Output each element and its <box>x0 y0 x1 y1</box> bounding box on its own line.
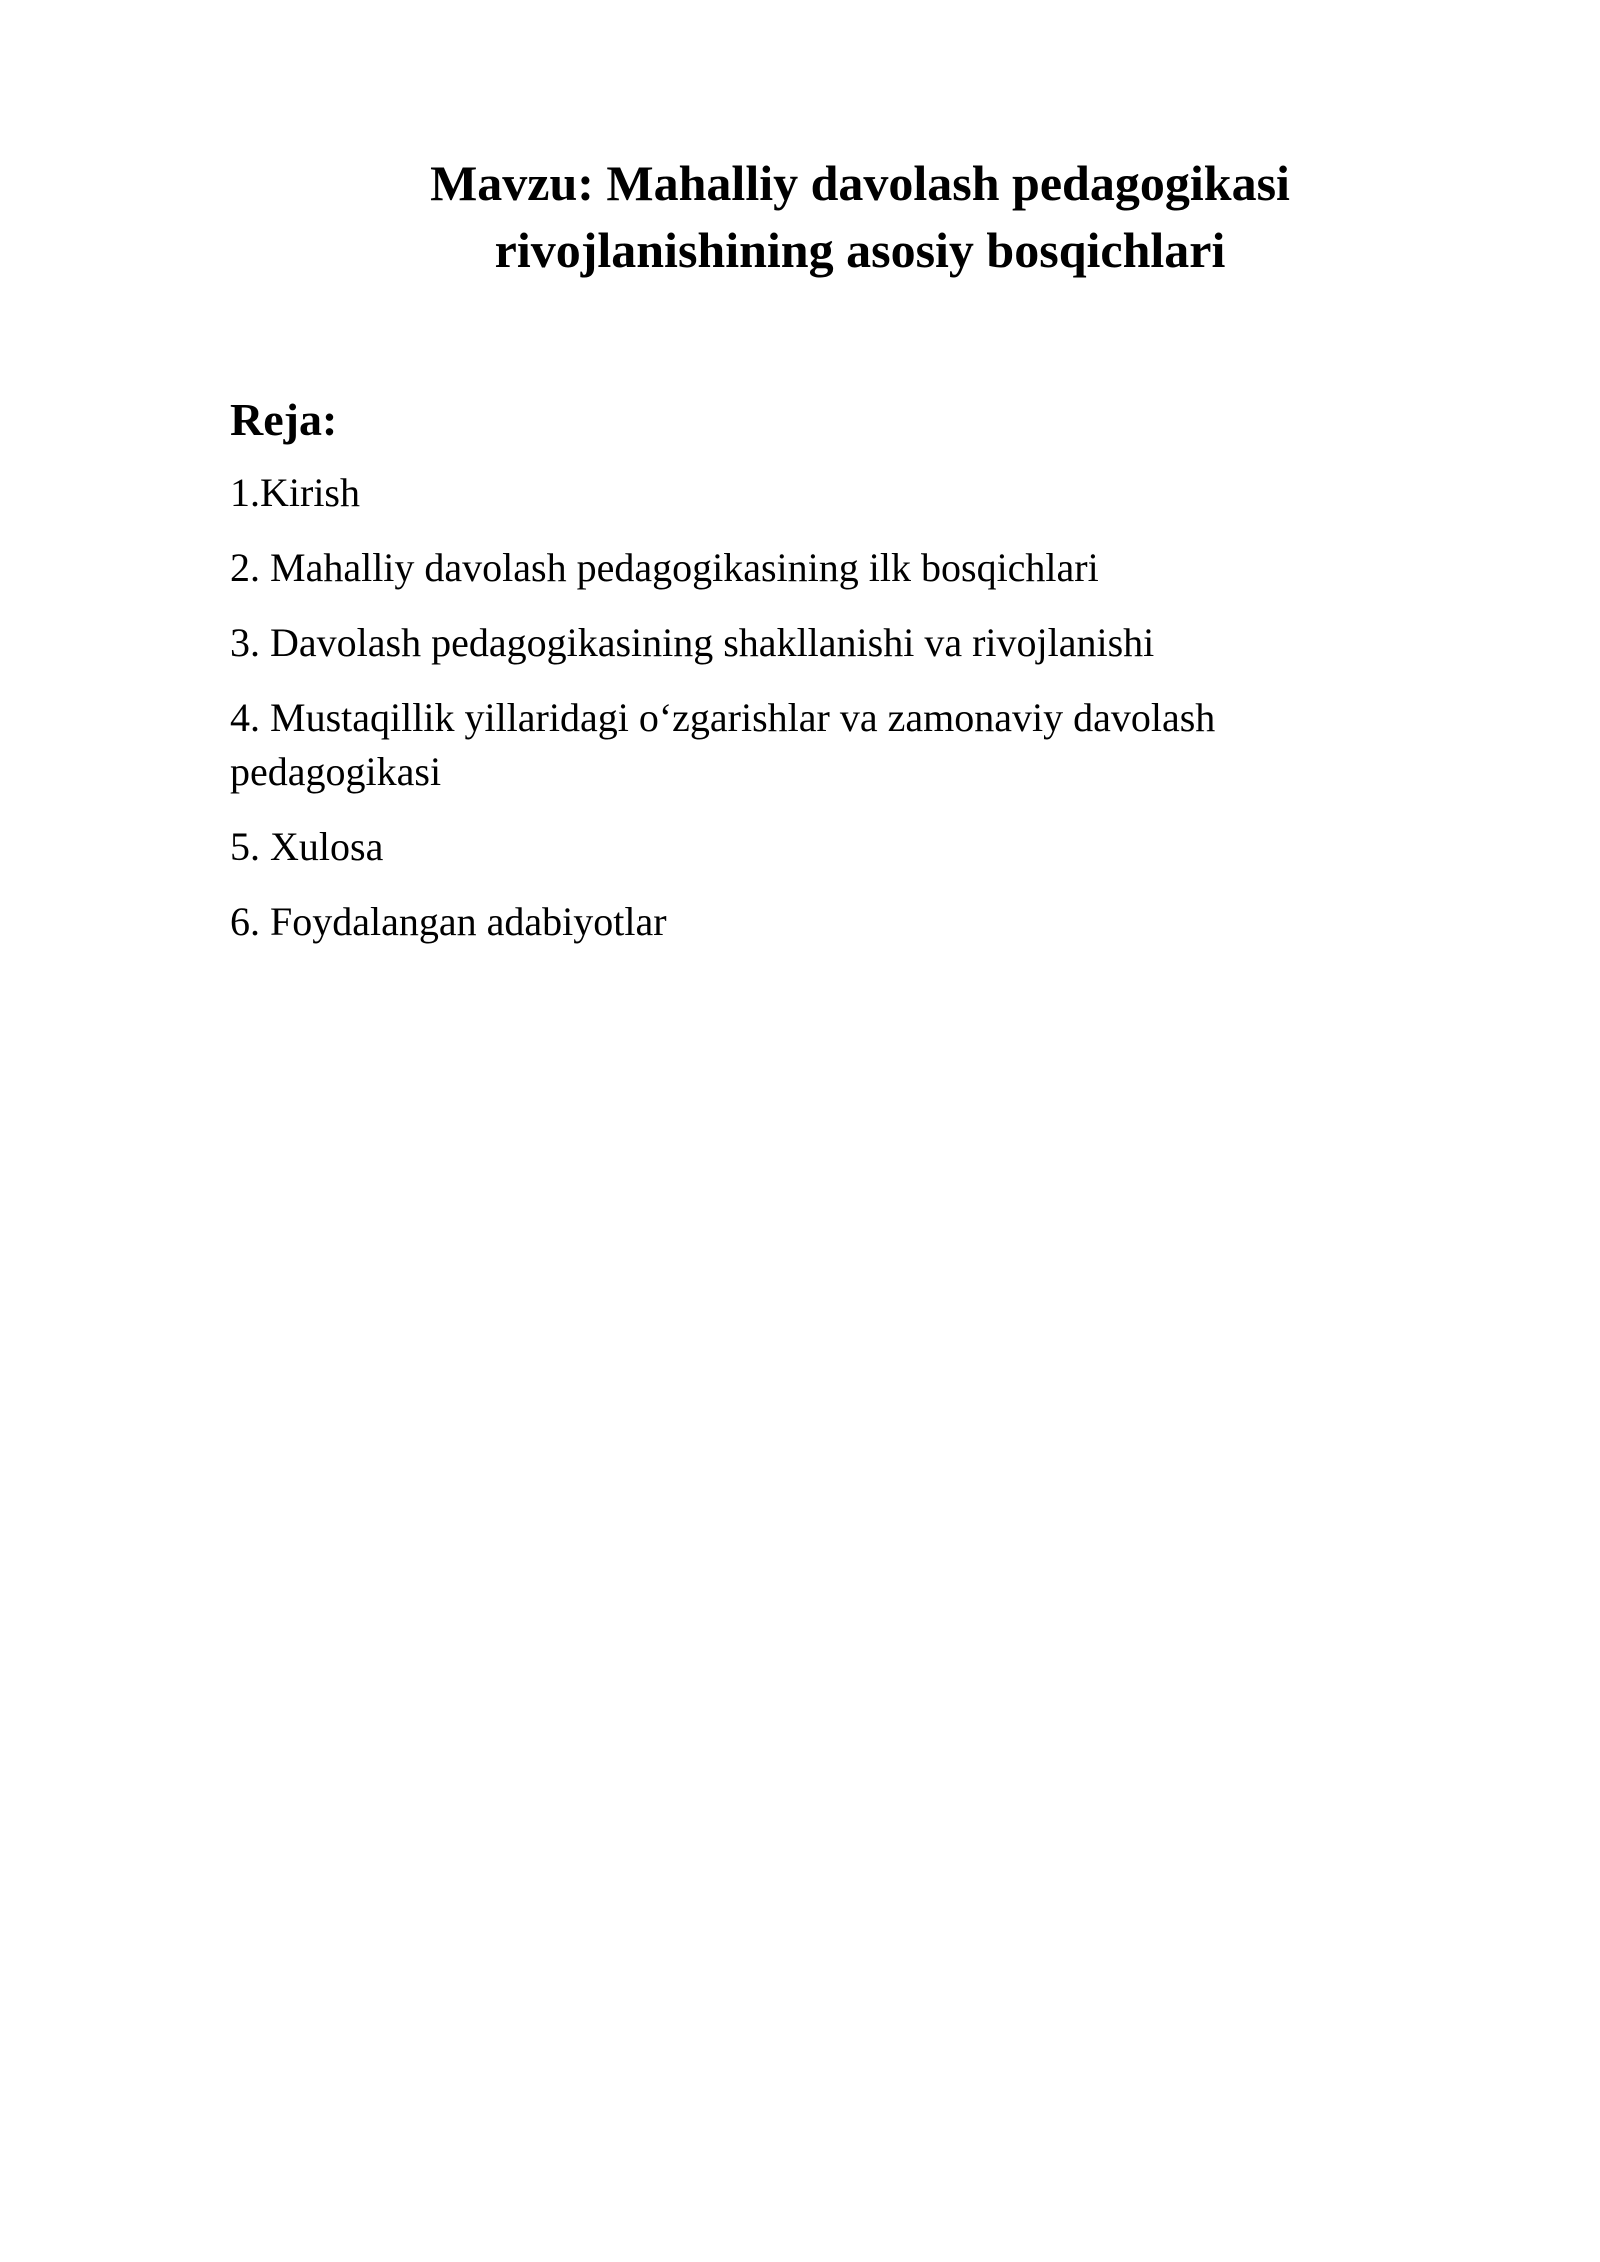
plan-section <box>230 388 1370 970</box>
plan-item-conclusion: 5. Xulosa <box>230 824 384 869</box>
plan-heading: Reja: <box>230 394 338 445</box>
title-line-1: Mavzu: Mahalliy davolash pedagogikasi <box>430 155 1290 211</box>
plan-item-formation: 3. Davolash pedagogikasining shakllanishi va rivojlanishi <box>230 620 1155 665</box>
title-line-2: rivojlanishining asosiy bosqichlari <box>494 222 1226 278</box>
plan-item-independence-changes: 4. Mustaqillik yillaridagi o‘zgarishlar va zamonaviy davolash pedagogikasi <box>230 695 1216 794</box>
plan-item-early-stages: 2. Mahalliy davolash pedagogikasining ilk bosqichlari <box>230 545 1099 590</box>
plan-list <box>230 466 1370 949</box>
page-title <box>230 150 1490 284</box>
plan-item-references: 6. Foydalangan adabiyotlar <box>230 899 667 944</box>
plan-item-introduction: 1.Kirish <box>230 470 360 515</box>
